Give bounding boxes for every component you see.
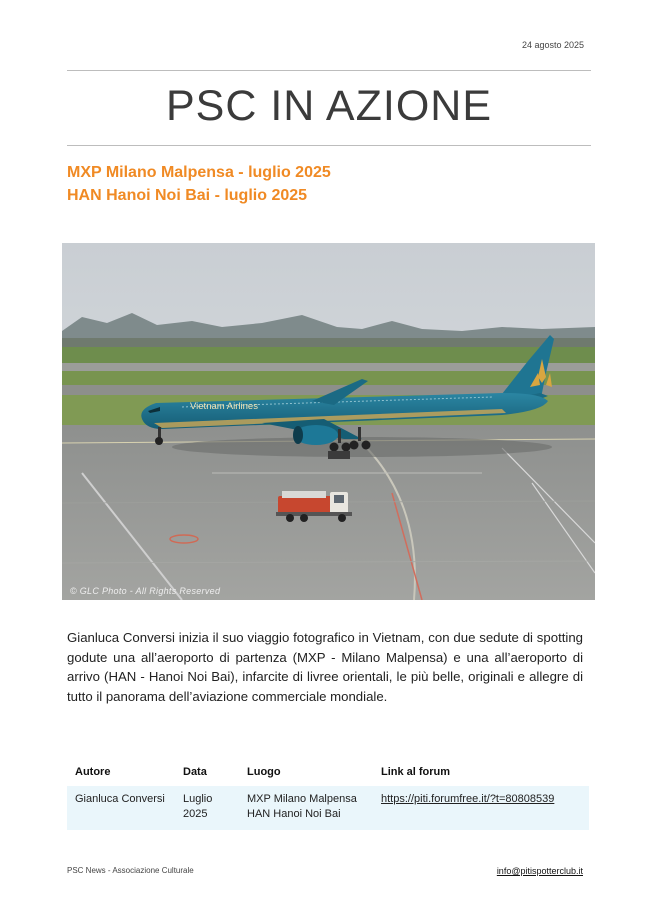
photo-credit: © GLC Photo - All Rights Reserved xyxy=(70,586,221,596)
col-luogo: Luogo xyxy=(247,766,281,778)
document-date: 24 agosto 2025 xyxy=(521,40,584,50)
subtitle-han: HAN Hanoi Noi Bai - luglio 2025 xyxy=(67,187,308,204)
top-divider xyxy=(67,70,591,71)
footer-association: PSC News - Associazione Culturale xyxy=(67,866,194,875)
col-link: Link al forum xyxy=(381,766,451,778)
cell-data xyxy=(175,786,239,830)
footer-email-link[interactable]: info@pitispotterclub.it xyxy=(496,866,583,876)
livery-text: Vietnam Airlines xyxy=(190,401,258,412)
table-row xyxy=(67,786,589,830)
title-divider xyxy=(67,145,591,146)
cell-data-year: 2025 xyxy=(183,808,208,820)
col-autore: Autore xyxy=(75,766,111,778)
article-paragraph: Gianluca Conversi inizia il suo viaggio fotografico in Vietnam, con due sedute di spotting godute una all’aeroporto di partenza (MXP - Milano Malpensa) e una all’aeroporto di arrivo (HAN - Hanoi Noi Bai), infarcite di livree orientali, le più belle, originali e allegre di tutto il panorama dell’aviazione commerciale mondiale. xyxy=(67,630,583,704)
cell-data-month: Luglio xyxy=(183,793,213,805)
grass xyxy=(62,347,595,363)
subtitle-mxp: MXP Milano Malpensa - luglio 2025 xyxy=(67,164,331,181)
cell-luogo xyxy=(239,786,373,830)
cell-autore: Gianluca Conversi xyxy=(67,786,175,830)
page-title: PSC IN AZIONE xyxy=(165,82,492,130)
table-header-row xyxy=(67,760,589,786)
cell-luogo-han: HAN Hanoi Noi Bai xyxy=(247,808,341,820)
cell-link xyxy=(373,786,589,830)
forum-link[interactable]: https://piti.forumfree.it/?t=80808539 xyxy=(381,793,555,805)
cell-luogo-mxp: MXP Milano Malpensa xyxy=(247,793,357,805)
aircraft-photo xyxy=(62,243,595,600)
info-table xyxy=(67,760,589,830)
col-data: Data xyxy=(183,766,207,778)
